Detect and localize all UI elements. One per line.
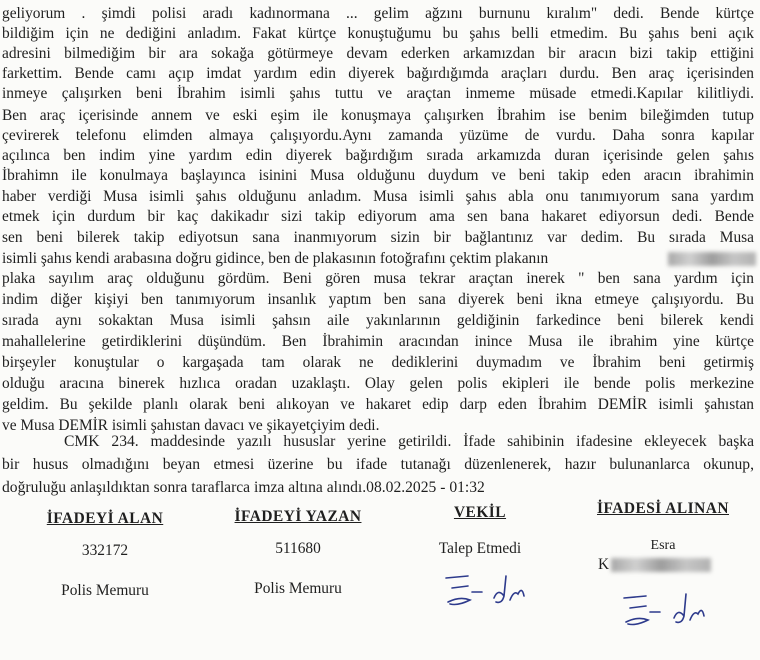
signature-id: 511680 xyxy=(275,540,321,557)
signature-title: VEKİL xyxy=(453,504,507,521)
statement-line: adresini bilmediğim bir ara sokağa götürmeye devam ederken arkamızdan bir aracın bizi takip ettiğini xyxy=(2,45,754,62)
statement-line: İbrahimn ile konulmaya başlayınca isinini Musa olduğunu duydum ve beni takip eden aracın ibrahimin xyxy=(2,167,754,184)
statement-line: ve Musa DEMİR isimli şahıstan davacı ve şikayetçiyim dedi. xyxy=(2,417,380,434)
signature-taker xyxy=(30,510,180,600)
closing-line: doğruluğu anlaşıldıktan sonra taraflarca imza altına alındı.08.02.2025 - 01:32 xyxy=(2,479,485,496)
signature-status: Talep Etmedi xyxy=(438,540,522,557)
statement-line: sen beni bilerek takip ediyotsun sana inanmıyorum sizin bir bağlantınız var dedim. Bu sırada Musa xyxy=(2,229,754,246)
statement-line: çevirerek telefonu elimden almaya çalışıyordu.Aynı zamanda yüzüme de vurdu. Daha sonra kapılar xyxy=(2,127,754,144)
statement-line: haber verdiği Musa isimli şahıs olduğunu anladım. Musa isimli şahıs abla onu tanımıyorum sana yardım xyxy=(2,188,754,205)
statement-line: mahallelerine getirdiklerini düşündüm. Ben İbrahimin aracından inince Musa ile ibrahim yine kürtçe xyxy=(2,333,754,350)
statement-line: geldim. Bu şekilde planlı olarak beni alıkoyan ve hakaret edip darp eden İbrahim DEMİR isimli şahıstan xyxy=(2,396,754,413)
statement-line: farkettim. Bende camı açıp imdat yardım edin diyerek bağırdığımda araçları durdu. Ben araç içerisinden xyxy=(2,65,754,82)
statement-line: indim diğer kişiyi ben tanımıyorum insanlık yaptım ben sana diyerek beni ikna etmeye çalışıyordu. Bu xyxy=(2,291,754,308)
statement-line: bildiğim için ne dediğini anladım. Fakat kürtçe konuştuğumu bu şahıs belli etmedim. Bu şahıs beni açık xyxy=(2,25,754,42)
signature-first-name: Esra xyxy=(650,538,676,553)
signature-surname-initial: K xyxy=(598,556,610,573)
signature-writer xyxy=(218,508,378,598)
signature-title: İFADESİ ALINAN xyxy=(596,500,729,517)
statement-line: plaka sayılım araç olduğunu gördüm. Beni gören musa tekrar araçtan inerek " ben sana yardım için xyxy=(2,270,754,287)
handwritten-signature-lawyer xyxy=(438,566,548,616)
statement-line: Ben araç içerisinde annem ve eski eşim ile konuşmaya çalışırken İbrahim ise benim bileğimden tutup xyxy=(2,107,754,124)
closing-line: CMK 234. maddesinde yazılı hususlar yerine getirildi. İfade sahibinin ifadesine ekleyecek başka xyxy=(64,433,754,450)
redacted-plate xyxy=(668,252,756,266)
signature-title: İFADEYİ YAZAN xyxy=(234,508,362,525)
signature-giver xyxy=(588,500,738,574)
redacted-surname xyxy=(611,558,711,572)
statement-line: isimli şahıs kendi arabasına doğru gidince, ben de plakasının fotoğrafını çektim plakanın xyxy=(2,250,549,267)
statement-line: etmek için durdum bir kaç dakikadır sizi takip ediyorum ama sen bana hakaret ediyorsun dedi. Bende xyxy=(2,208,754,225)
statement-line: sırada aynı sokaktan Musa isimli şahsın aile yakınlarının geldiğinin farkedince beni bilerek kendi xyxy=(2,312,754,329)
statement-line: geliyorum . şimdi polisi aradı kadınormana ... gelim ağzını burnunu kıralım" dedi. Bende kürtçe xyxy=(2,5,754,22)
closing-line: bir husus olmadığını beyan etmesi üzerine bu ifade tutanağı düzenlenerek, hazır bulunanlarca okunup, xyxy=(2,456,754,473)
signature-title: İFADEYİ ALAN xyxy=(46,510,164,527)
statement-line: inmeye çalışırken beni İbrahim isimli şahıs tuttu ve araçtan inmeme müsade etmedi.Kapılar kilitliydi. xyxy=(2,85,754,102)
statement-line: birşeyler konuştular o kargaşada tam olarak ne dediklerini duymadım ve İbrahim beni getirmiş xyxy=(2,354,754,371)
statement-line: olduğu aracına binerek hızlıca oradan uzaklaştı. Olay gelen polis ekipleri ile bende polis merkezine xyxy=(2,375,754,392)
signature-role: Polis Memuru xyxy=(61,582,149,599)
signature-lawyer xyxy=(420,504,540,558)
handwritten-signature-giver xyxy=(614,584,734,634)
statement-line: açılınca ben indim yine yardım edin diyerek bağırdığım sırada arkamızda duran içerisinde gelen şahıs xyxy=(2,147,754,164)
signature-role: Polis Memuru xyxy=(254,580,342,597)
signature-id: 332172 xyxy=(81,542,129,559)
